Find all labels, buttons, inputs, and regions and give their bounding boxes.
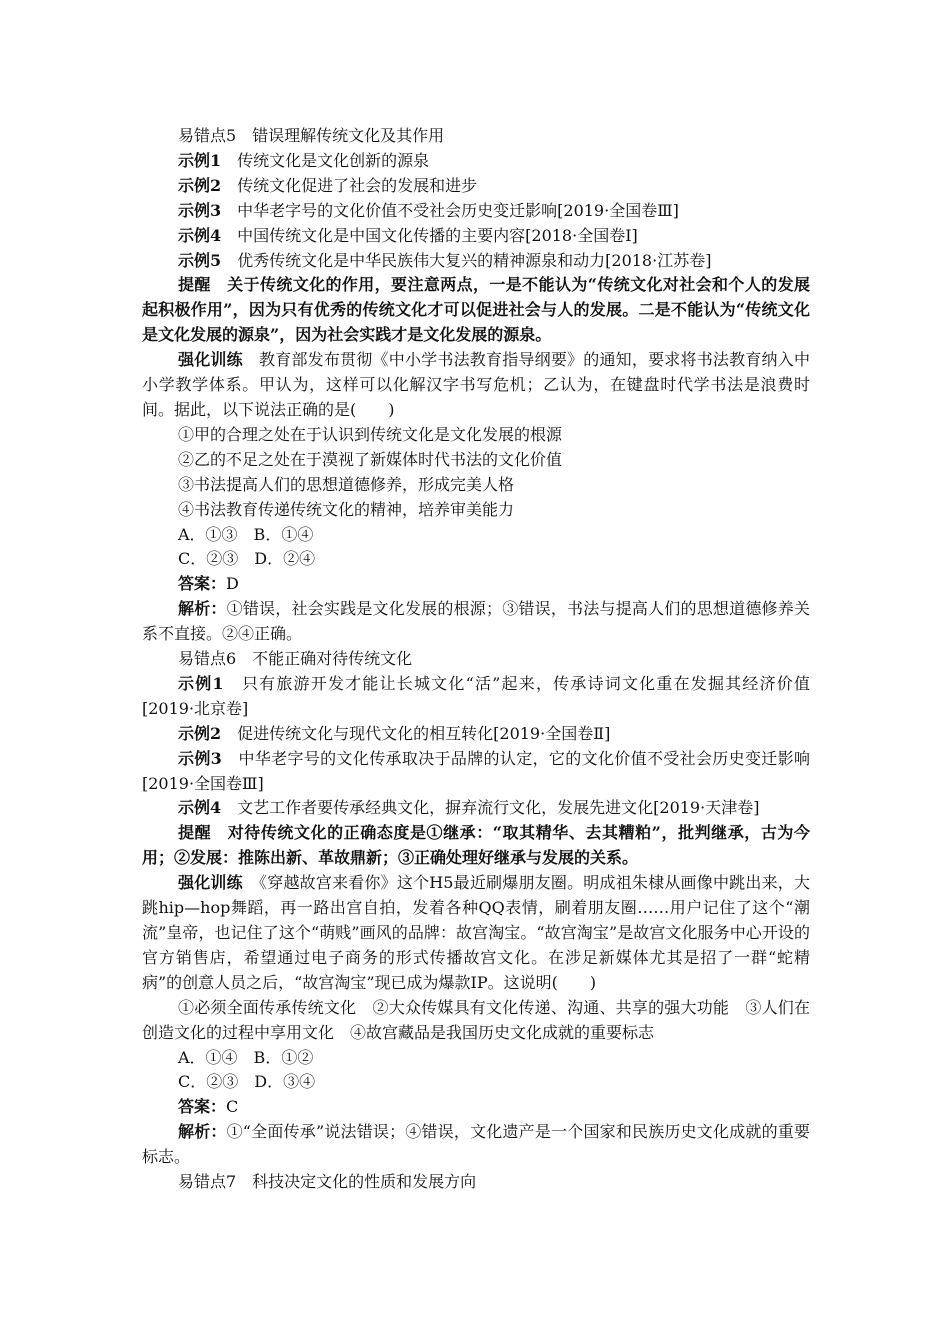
analysis-line [142, 597, 810, 647]
analysis-line [142, 1120, 810, 1170]
example-item [142, 672, 810, 722]
example-label: 示例4 [178, 798, 222, 818]
choice-line: A．①③ B．①④ [178, 524, 314, 544]
example-text: 文艺工作者要传承经典文化，摒弃流行文化，发展先进文化[2019·天津卷] [221, 798, 760, 818]
training-text: 教育部发布贯彻《中小学书法教育指导纲要》的通知，要求将书法教育纳入中小学教学体系。甲认为，这样可以化解汉字书写危机；乙认为，在键盘时代学书法是浪费时间。据此，以下说法正确的是( ) [142, 350, 810, 419]
example-label: 示例4 [178, 225, 222, 245]
options-line: ①必须全面传承传统文化 ②大众传媒具有文化传递、沟通、共享的强大功能 ③人们在创造文化的过程中享用文化 ④故宫藏品是我国历史文化成就的重要标志 [142, 997, 810, 1042]
choice-line: C．②③ D．③④ [178, 1072, 316, 1092]
example-text: 优秀传统文化是中华民族伟大复兴的精神源泉和动力[2018·江苏卷] [221, 250, 712, 270]
answer-line [142, 1095, 810, 1120]
training-label: 强化训练 [178, 873, 243, 893]
example-text: 中华老字号的文化价值不受社会历史变迁影响[2019·全国卷Ⅲ] [221, 200, 679, 220]
section6-training [142, 871, 810, 996]
example-item [142, 796, 810, 821]
section5-heading: 易错点5 错误理解传统文化及其作用 [178, 126, 445, 145]
example-item [142, 249, 810, 274]
analysis-label: 解析： [178, 1122, 227, 1142]
section6-heading: 易错点6 不能正确对待传统文化 [178, 649, 413, 669]
example-item [142, 174, 810, 199]
example-text: 中华老字号的文化传承取决于品牌的认定，它的文化价值不受社会历史变迁影响[2019·全国卷Ⅲ] [142, 748, 810, 793]
analysis-text: ①“全面传承”说法错误；④错误，文化遗产是一个国家和民族历史文化成就的重要标志。 [142, 1122, 810, 1167]
section5-reminder: 提醒 关于传统文化的作用，要注意两点，一是不能认为“传统文化对社会和个人的发展起积极作用”，因为只有优秀的传统文化才可以促进社会与人的发展。二是不能认为“传统文化是文化发展的源泉”，因为社会实践才是文化发展的源泉。 [142, 275, 810, 345]
answer-value: D [226, 574, 239, 594]
example-label: 示例1 [178, 150, 222, 170]
answer-label: 答案： [178, 1097, 227, 1117]
example-label: 示例2 [178, 175, 222, 195]
section7-heading: 易错点7 科技决定文化的性质和发展方向 [178, 1172, 477, 1192]
answer-label: 答案： [178, 574, 227, 594]
answer-line [142, 572, 810, 597]
choice-line: A．①④ B．①② [178, 1047, 314, 1067]
example-label: 示例3 [178, 200, 222, 220]
option-item: ①甲的合理之处在于认识到传统文化是文化发展的根源 [178, 424, 563, 444]
document-page [142, 124, 810, 1195]
option-item: ③书法提高人们的思想道德修养，形成完美人格 [178, 474, 515, 494]
example-item [142, 747, 810, 797]
answer-value: C [226, 1097, 239, 1117]
example-label: 示例3 [178, 748, 222, 768]
training-label: 强化训练 [178, 350, 243, 370]
example-label: 示例1 [178, 673, 224, 693]
example-text: 中国传统文化是中国文化传播的主要内容[2018·全国卷Ⅰ] [221, 225, 638, 245]
example-label: 示例2 [178, 723, 222, 743]
training-text: 《穿越故宫来看你》这个H5最近刷爆朋友圈。明成祖朱棣从画像中跳出来，大跳hip—hop舞蹈，再一路出宫自拍，发着各种QQ表情，刷着朋友圈……用户记住了这个“潮流”皇帝，也记住了这个“萌贱”画风的品牌：故宫淘宝。“故宫淘宝”是故宫文化服务中心开设的官方销售店，希望通过电子商务的形式传播故宫文化。在涉足新媒体尤其是招了一群“蛇精病”的创意人员之后，“故宫淘宝”现已成为爆款IP。这说明( ) [142, 873, 810, 992]
example-text: 传统文化是文化创新的源泉 [221, 150, 430, 170]
example-item [142, 224, 810, 249]
analysis-text: ①错误，社会实践是文化发展的根源；③错误，书法与提高人们的思想道德修养关系不直接。②④正确。 [142, 599, 810, 644]
section5-training [142, 348, 810, 423]
option-item: ④书法教育传递传统文化的精神，培养审美能力 [178, 499, 515, 519]
example-label: 示例5 [178, 250, 222, 270]
example-item [142, 722, 810, 747]
example-text: 只有旅游开发才能让长城文化“活”起来，传承诗词文化重在发掘其经济价值[2019·北京卷] [142, 673, 810, 718]
example-item [142, 199, 810, 224]
example-item [142, 149, 810, 174]
choice-line: C．②③ D．②④ [178, 549, 316, 569]
example-text: 传统文化促进了社会的发展和进步 [221, 175, 478, 195]
section6-reminder: 提醒 对待传统文化的正确态度是①继承：“取其精华、去其糟粕”，批判继承，古为今用；②发展：推陈出新、革故鼎新；③正确处理好继承与发展的关系。 [142, 823, 810, 868]
example-text: 促进传统文化与现代文化的相互转化[2019·全国卷Ⅱ] [221, 723, 611, 743]
analysis-label: 解析： [178, 599, 227, 619]
option-item: ②乙的不足之处在于漠视了新媒体时代书法的文化价值 [178, 449, 563, 469]
